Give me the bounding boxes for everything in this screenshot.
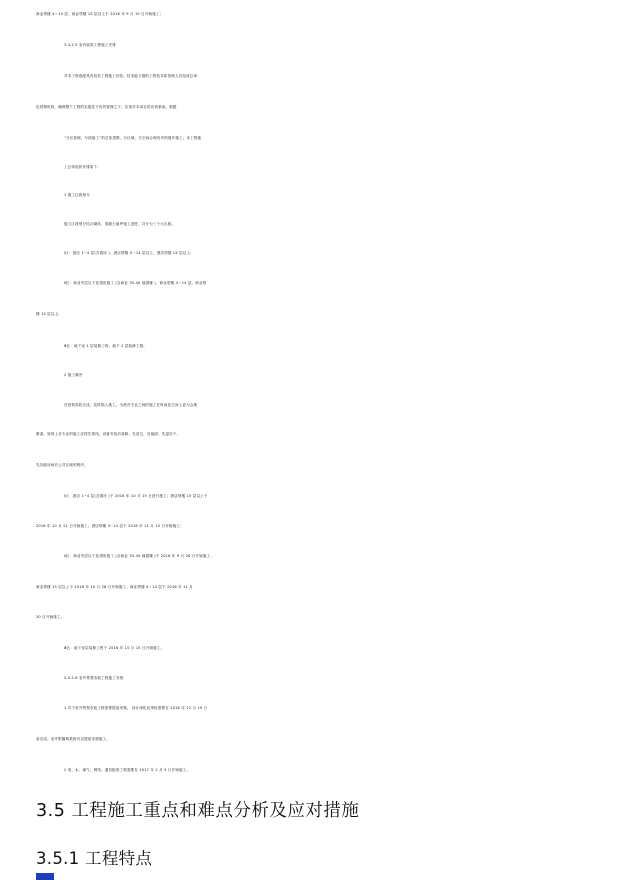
paragraph-line: 紧凑，原则上各专业的施工应按先管线、设备安装后装修；先高空，后地面；先湿后干； xyxy=(36,432,181,436)
section-heading-3-5: 3.5 工程施工重点和难点分析及应对措施 xyxy=(36,801,360,821)
paragraph-line: 2016 年 10 月 21 日开始施工；酒店塔楼 5~14 层于 2016 年 11 月 15 日开始施工； xyxy=(36,524,184,528)
paragraph-line: 20 日开始施工。 xyxy=(36,615,65,619)
list-heading: 1 施工区段划分 xyxy=(64,193,90,197)
paragraph-line: 先功能房间后公共区域的程序。 xyxy=(36,463,88,467)
zone-line: Ⅱ区：商业夹层以下及裙房施工 (含商业 35-40 轴裙楼 )、商业塔楼 4～14 层、商业塔 xyxy=(64,281,207,285)
paragraph-line: 楼 15 层以上; xyxy=(36,312,60,316)
subsection-title-3-4-2-5: 3.4.2.5 室内装饰工程施工安排 xyxy=(64,43,116,47)
zone-line: Ⅲ区：地下室 1 层装修工程、地下 2 层装修工程; xyxy=(64,344,145,348)
zone-line: Ⅱ区：商业夹层以下及裙房施工 (含商业 35-40 轴裙楼 )于 2016 年 9 月 26 日开始施工； xyxy=(64,554,214,558)
paragraph-line: 对本工程选配具有同类工程施工经验、技术能力强的工程技术和管理人员组成总承 xyxy=(64,74,198,78)
paragraph-line: “分区管理，分段施工”的总体思路，分区域、分空间合理有序的展开施工。本工程施 xyxy=(64,136,202,140)
section-heading-3-5-1: 3.5.1 工程特点 xyxy=(36,849,153,868)
paragraph-line: 包管理机构，确保整个工程的实施处于有效管理之下，实现对本项目的各项承诺。根据 xyxy=(36,105,177,109)
paragraph-line: 2 电、水、煤气、网络、通信配套工程需要在 2017 年 2 月 5 日开始施工。 xyxy=(64,768,191,772)
paragraph-line: 商业塔楼 15 层以上于 2016 年 10 月 26 日开始施工；商业塔楼 4～14 层于 2016 年 11 月 xyxy=(36,585,193,589)
paragraph-line: 施工区段划分结合砌体、混凝土地坪施工进度，共分为三个大区段。 xyxy=(64,222,175,226)
heading-marker xyxy=(36,873,54,880)
subsection-title-3-4-2-6: 3.4.2.6 室外景观市政工程施工安排 xyxy=(64,676,124,680)
zone-line: Ⅰ区：酒店 1~4 层(含裙房 )于 2016 年 10 月 15 日进行施工；酒店塔楼 15 层以上于 xyxy=(64,494,208,498)
zone-line: Ⅰ区：酒店 1~4 层(含裙房 )、酒店塔楼 5～14 层以上、酒店塔楼 15 层以上; xyxy=(64,251,192,255)
paragraph-line: 工总体组织安排如下： xyxy=(64,165,101,169)
paragraph-line: 1 对于室外景观市政工程需要提前采购， 设计深化及审批需要在 2016 年 12 月 19 日 xyxy=(64,706,208,710)
list-heading: 2 施工顺序 xyxy=(64,373,83,377)
paragraph-line: 商业塔楼 4～14 层、商业塔楼 15 层以上于 2016 年 9 月 10 日开始施工; xyxy=(36,12,162,16)
paragraph-line: 在结构验收完成，及时插入施工。为使各专业之间的施工在时间及空间上更为合理 xyxy=(64,403,198,407)
zone-line: Ⅲ区：地下室层装修工程于 2016 年 10 月 15 日开始施工。 xyxy=(64,646,165,650)
paragraph-line: 前完成。室外附属构筑物可以提前穿插施工。 xyxy=(36,737,110,741)
